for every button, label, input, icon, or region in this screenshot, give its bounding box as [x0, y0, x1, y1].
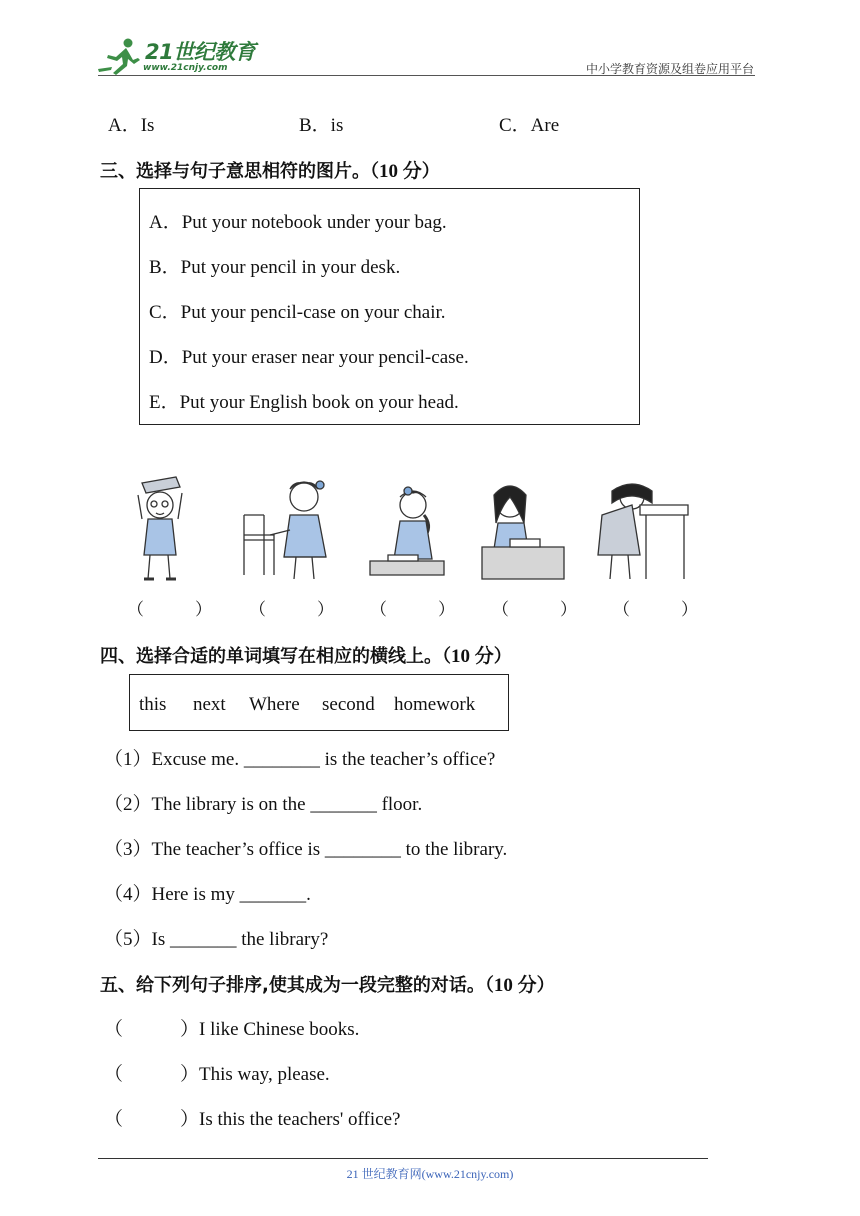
logo-url: www.21cnjy.com — [143, 63, 228, 73]
picture-row — [128, 475, 693, 585]
option-a: A．Is — [108, 115, 155, 136]
word-homework: homework — [394, 694, 476, 715]
sentence-a: A．Put your notebook under your bag. — [149, 212, 447, 233]
answer-blank-3[interactable]: （ ） — [370, 600, 455, 619]
picture-girl-eraser — [482, 486, 564, 579]
footer-text: 21 世纪教育网(www.21cnjy.com) — [346, 1167, 514, 1181]
order-item-1: （ ）I like Chinese books. — [104, 1019, 360, 1040]
question-2: （2）The library is on the _______ floor. — [104, 794, 423, 815]
sentence-c: C．Put your pencil-case on your chair. — [149, 302, 446, 323]
section-4-title: 四、选择合适的单词填写在相应的横线上。（10 分） — [100, 646, 512, 667]
sentence-b: B．Put your pencil in your desk. — [149, 257, 401, 278]
answer-blank-4[interactable]: （ ） — [492, 600, 577, 619]
header-divider — [98, 75, 755, 76]
option-c: C．Are — [499, 115, 560, 136]
question-1: （1）Excuse me. ________ is the teacher’s office? — [104, 749, 496, 770]
footer-divider — [98, 1158, 708, 1159]
word-where: Where — [249, 694, 300, 715]
order-item-3: （ ）Is this the teachers' office? — [104, 1109, 401, 1130]
picture-boy-book-on-head — [138, 477, 182, 579]
option-b: B．is — [299, 115, 344, 136]
sentence-box — [139, 188, 640, 425]
logo-text: 21世纪教育 — [145, 40, 256, 64]
picture-girl-desk — [598, 484, 688, 579]
answer-blank-1[interactable]: （ ） — [127, 600, 212, 619]
word-bank — [129, 674, 509, 731]
section-5-title: 五、给下列句子排序,使其成为一段完整的对话。（10 分） — [100, 975, 555, 996]
word-this: this — [139, 694, 167, 715]
order-item-2: （ ）This way, please. — [104, 1064, 330, 1085]
word-second: second — [322, 694, 375, 715]
sentence-d: D．Put your eraser near your pencil-case. — [149, 347, 469, 368]
picture-chair-and-girl — [244, 481, 326, 579]
picture-girl-pencil-case — [370, 487, 444, 575]
question-3: （3）The teacher’s office is ________ to the library. — [104, 839, 508, 860]
header-right-text: 中小学教育资源及组卷应用平台 — [585, 62, 754, 76]
answer-blank-5[interactable]: （ ） — [613, 600, 698, 619]
section-3-title: 三、选择与句子意思相符的图片。（10 分） — [100, 161, 440, 182]
word-next: next — [193, 694, 226, 715]
answer-blank-2[interactable]: （ ） — [249, 600, 334, 619]
question-5: （5）Is _______ the library? — [104, 929, 329, 950]
question-4: （4）Here is my _______. — [104, 884, 311, 905]
sentence-e: E．Put your English book on your head. — [149, 392, 459, 413]
